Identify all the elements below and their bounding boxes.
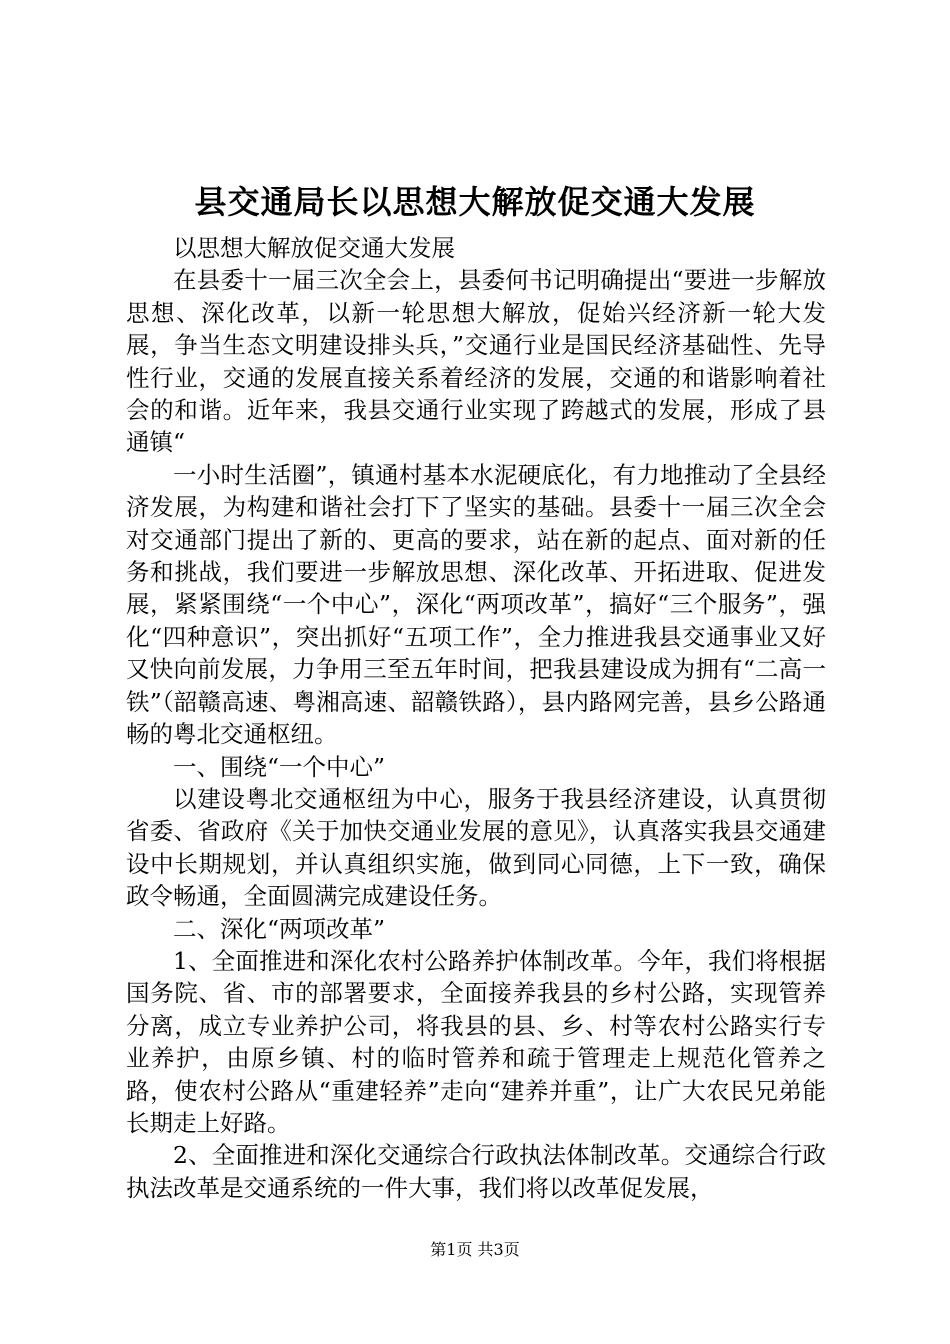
paragraph: 2、全面推进和深化交通综合行政执法体制改革。交通综合行政执法改革是交通系统的一件大事，我们将以改革促发展，	[126, 1141, 826, 1202]
paragraph: 一小时生活圈”，镇通村基本水泥硬底化，有力地推动了全县经济发展，为构建和谐社会打下了坚实的基础。县委十一届三次全会对交通部门提出了新的、更高的要求，站在新的起点、面对新的任务和挑战，我们要进一步解放思想、深化改革、开拓进取、促进发展，紧紧围绕“一个中心”，深化“两项改革”，搞好“三个服务”，强化“四种意识”，突出抓好“五项工作”，全力推进我县交通事业又好又快向前发展，力争用三至五年时间，把我县建设成为拥有“二高一铁”（韶赣高速、粤湘高速、韶赣铁路），县内路网完善，县乡公路通畅的粤北交通枢纽。	[126, 460, 826, 749]
document-title: 县交通局长以思想大解放促交通大发展	[194, 183, 756, 221]
paragraph: 以建设粤北交通枢纽为中心，服务于我县经济建设，认真贯彻省委、省政府《关于加快交通业发展的意见》，认真落实我县交通建设中长期规划，并认真组织实施，做到同心同德，上下一致，确保政令畅通，全面圆满完成建设任务。	[126, 784, 826, 911]
page-number-footer: 第1页 共3页	[430, 1240, 520, 1259]
paragraph-subtitle: 以思想大解放促交通大发展	[173, 234, 455, 262]
paragraph: 在县委十一届三次全会上，县委何书记明确提出“要进一步解放思想、深化改革，以新一轮思想大解放，促始兴经济新一轮大发展，争当生态文明建设排头兵，”交通行业是国民经济基础性、先导性行业，交通的发展直接关系着经济的发展，交通的和谐影响着社会的和谐。近年来，我县交通行业实现了跨越式的发展，形成了县通镇“	[126, 266, 826, 457]
document-body	[126, 232, 826, 1204]
section-heading: 二、深化“两项改革”	[173, 914, 386, 943]
paragraph: 1、全面推进和深化农村公路养护体制改革。今年，我们将根据国务院、省、市的部署要求，全面接养我县的乡村公路，实现管养分离，成立专业养护公司，将我县的县、乡、村等农村公路实行专业养护，由原乡镇、村的临时管养和疏于管理走上规范化管养之路，使农村公路从“重建轻养”走向“建养并重”，让广大农民兄弟能长期走上好路。	[126, 946, 826, 1137]
section-heading: 一、围绕“一个中心”	[173, 752, 386, 781]
